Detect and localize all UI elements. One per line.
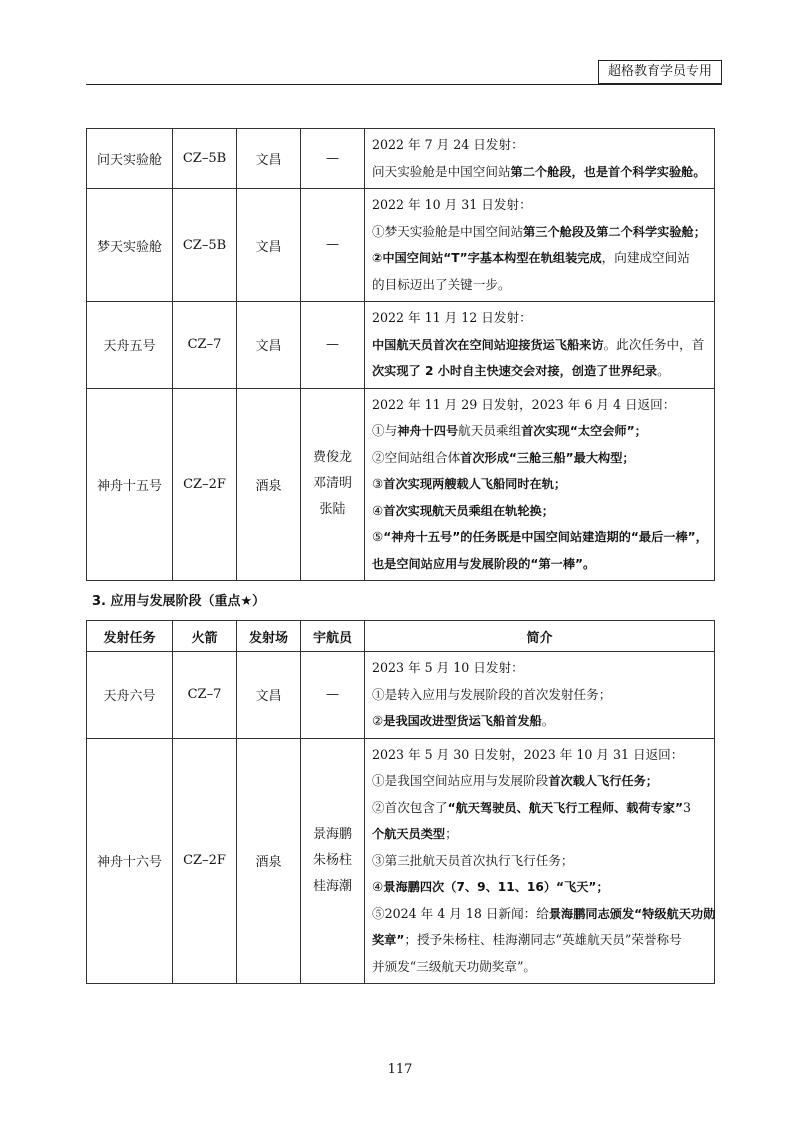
table-row [87,302,715,389]
text-segment: ①与 [372,423,398,438]
text-segment: 航天员乘组 [458,423,522,438]
description-line [372,708,707,735]
text-segment: 2023 年 5 月 30 日发射，2023 年 10 月 31 日返回： [372,746,684,762]
text-segment: 2022 年 11 月 12 日发射： [372,310,532,325]
bold-text: 首次实现“太空会师”； [521,424,647,438]
astronaut-name: 费俊龙 [312,450,352,466]
description-line [372,358,707,385]
description-cell [365,189,715,302]
text-segment: 2023 年 5 月 10 日发射： [372,660,524,675]
description-line [372,551,707,578]
bold-text: 首次载人飞行任务； [548,774,658,788]
text-segment: 2022 年 7 月 24 日发射： [372,137,524,152]
description-cell [365,388,715,581]
astronauts-cell [301,129,365,189]
text-segment: ② [372,713,384,728]
description-line [372,445,707,472]
header-label: 超格教育学员专用 [598,60,722,84]
description-line [372,498,707,525]
text-segment: 。此次任务中，首 [603,336,705,352]
mission-cell: 天舟六号 [87,652,173,739]
mission-cell: 问天实验舱 [87,129,173,189]
bold-text: 中国航天员首次在空间站迎接货运飞船来访 [372,337,604,352]
description-line [372,821,707,848]
text-segment: ①是转入应用与发展阶段的首次发射任务； [372,686,612,702]
header-divider [86,84,722,85]
bold-text: 个航天员类型 [372,827,446,841]
rocket-cell: CZ–7 [173,652,237,739]
bold-text: 神舟十四号 [397,424,459,438]
bold-text: 景海鹏四次（7、9、11、16）“飞天”； [383,880,609,894]
astronaut-name: 桂海潮 [312,878,352,894]
astronaut-name: — [326,150,339,166]
text-segment: 3 [682,799,691,815]
astronaut-name: — [326,686,339,702]
astronaut-name: 朱杨柱 [312,852,352,868]
astronauts-cell [301,189,365,302]
description-line [372,524,707,551]
description-line [372,245,707,272]
astronaut-name: 邓清明 [312,476,352,492]
mission-cell: 天舟五号 [87,302,173,389]
text-segment: 。 [657,363,670,378]
rocket-cell: CZ–7 [173,302,237,389]
table-row [87,129,715,189]
bold-text: 奖章” [372,933,405,947]
launch-site-cell: 文昌 [237,302,301,389]
table-header-row [87,621,715,652]
bold-text: ②中国空间站“T”字基本构型在轨组装完成 [372,251,602,265]
text-segment: ；授予朱杨柱、桂海潮同志“英雄航天员”荣誉称号 [404,932,682,947]
rocket-cell: CZ–2F [173,388,237,581]
astronaut-name: — [326,237,339,252]
astronauts-cell [301,652,365,739]
description-line [372,848,707,875]
launch-site-cell: 文昌 [237,129,301,189]
table-row [87,189,715,302]
description-line [372,132,707,159]
description-line [372,392,707,419]
astronaut-name: — [326,336,339,352]
page-number: 117 [387,1062,413,1077]
header-description: 简介 [365,621,715,652]
astronauts-cell [301,302,365,389]
bold-text: 首次形成“三舱三船”最大构型； [460,450,635,465]
header-launch-site: 发射场 [237,621,301,652]
text-segment: ，向建成空间站 [601,250,690,265]
description-line [372,795,707,822]
text-segment: ④ [372,502,384,518]
text-segment: ④ [372,879,384,894]
description-line [372,219,707,246]
description-cell [365,738,715,984]
launch-site-cell: 文昌 [237,189,301,302]
description-line [372,927,707,954]
header-mission: 发射任务 [87,621,173,652]
table-construction-phase [86,128,715,581]
header-rocket: 火箭 [173,621,237,652]
description-line [372,742,707,769]
description-line [372,874,707,901]
mission-cell: 梦天实验舱 [87,189,173,302]
rocket-cell: CZ–5B [173,129,237,189]
text-segment: ⑤ [372,529,384,544]
text-segment: ③ [372,476,384,491]
text-segment: 。 [541,713,555,728]
bold-text: 也是空间站应用与发展阶段的“第一棒”。 [372,556,596,571]
text-segment: ⑤2024 年 4 月 18 日新闻：给 [372,905,549,921]
rocket-cell: CZ–2F [173,738,237,984]
bold-text: “神舟十五号”的任务既是中国空间站建造期的“最后一棒”， [383,530,708,544]
launch-site-cell: 酒泉 [237,738,301,984]
description-line [372,768,707,795]
astronauts-cell [301,738,365,984]
astronauts-cell [301,388,365,581]
launch-site-cell: 文昌 [237,652,301,739]
section-title: 3. 应用与发展阶段（重点★） [92,594,266,609]
bold-text: 次实现了 2 小时自主快速交会对接，创造了世界纪录 [372,364,658,378]
text-segment: ②首次包含了 [372,799,448,815]
description-line [372,305,707,332]
text-segment: ②空间站组合体 [372,449,461,465]
text-segment: 问天实验舱是中国空间站 [372,163,511,179]
header-astronauts: 宇航员 [301,621,365,652]
description-line [372,159,707,186]
description-line [372,682,707,709]
bold-text: 景海鹏同志颁发“特级航天功勋 [548,906,716,921]
text-segment: ； [445,826,458,841]
table-row [87,652,715,739]
text-segment: 2022 年 11 月 29 日发射，2023 年 6 月 4 日返回： [372,396,676,412]
description-cell [365,652,715,739]
bold-text: 首次实现两艘载人飞船同时在轨； [383,477,567,491]
bold-text: 第三个舱段及第二个科学实验舱； [523,224,706,239]
astronaut-name: 景海鹏 [312,826,352,842]
description-cell [365,129,715,189]
description-line [372,332,707,359]
text-segment: ①是我国空间站应用与发展阶段 [372,773,549,788]
text-segment: 并颁发“三级航天功勋奖章”。 [372,958,537,974]
description-line [372,272,707,299]
bold-text: 首次实现航天员乘组在轨轮换； [383,503,554,518]
description-cell [365,302,715,389]
rocket-cell: CZ–5B [173,189,237,302]
text-segment: 2022 年 10 月 31 日发射： [372,197,532,212]
description-line [372,901,716,928]
mission-cell: 神舟十五号 [87,388,173,581]
text-segment: 的目标迈出了关键一步。 [372,276,511,292]
bold-text: 第二个舱段，也是首个科学实验舱。 [510,164,706,179]
bold-text: 是我国改进型货运飞船首发船 [383,714,542,728]
text-segment: ③第三批航天员首次执行飞行任务； [372,852,574,868]
astronaut-name: 张陆 [319,502,346,518]
description-line [372,192,707,219]
text-segment: ①梦天实验舱是中国空间站 [372,223,524,239]
table-application-phase [86,620,715,984]
table-row [87,388,715,581]
mission-cell: 神舟十六号 [87,738,173,984]
table-row [87,738,715,984]
description-line [372,471,707,498]
launch-site-cell: 酒泉 [237,388,301,581]
description-line [372,954,707,981]
bold-text: “航天驾驶员、航天飞行工程师、载荷专家” [447,800,683,815]
description-line [372,655,707,682]
description-line [372,418,707,445]
